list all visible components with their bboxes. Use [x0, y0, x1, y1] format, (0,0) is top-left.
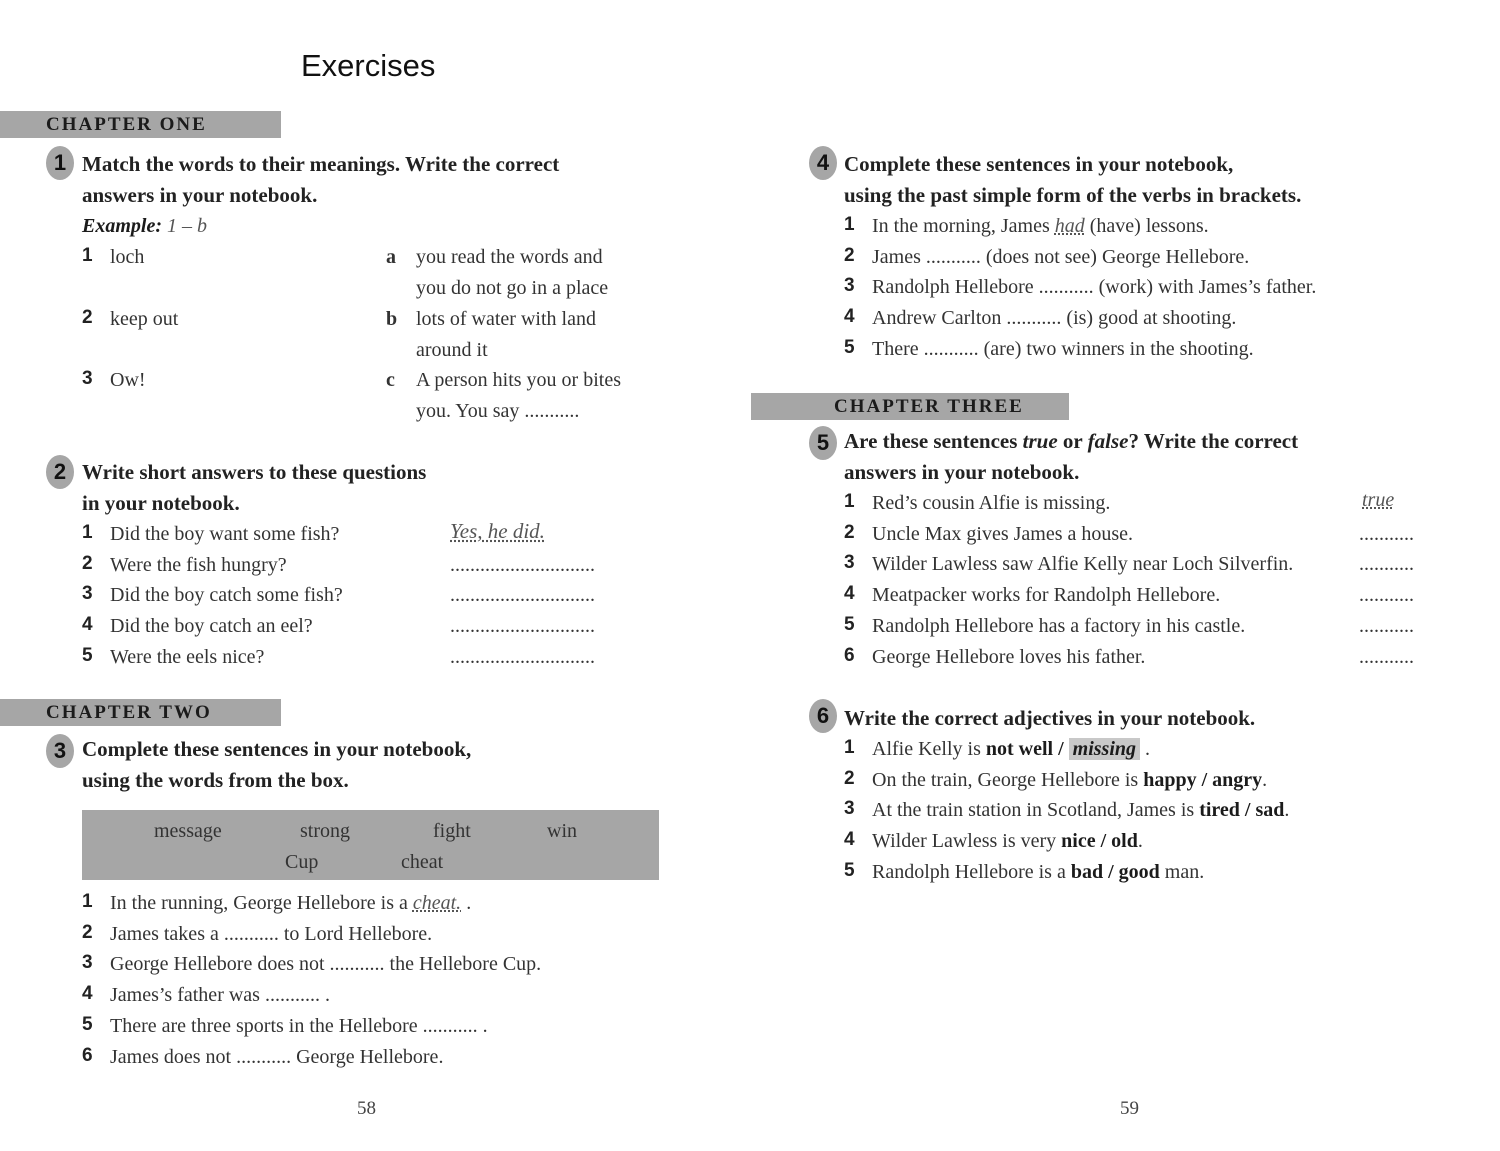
- item-text: loch: [110, 246, 145, 268]
- adjective-option-selected: missing: [1069, 738, 1140, 760]
- item-number: 1: [844, 737, 855, 758]
- word-box-item: strong: [300, 820, 350, 842]
- meaning-text: around it: [416, 339, 488, 361]
- meaning-letter: a: [386, 246, 396, 268]
- adjective-option: sad: [1255, 799, 1285, 821]
- item-text: Were the fish hungry?: [110, 554, 287, 576]
- answer-blank: .............................: [450, 646, 595, 668]
- meaning-letter: c: [386, 369, 395, 391]
- item-text: Were the eels nice?: [110, 646, 265, 668]
- item-text: Red’s cousin Alfie is missing.: [872, 492, 1111, 514]
- item-number: 3: [844, 275, 855, 296]
- exercise-5-badge: 5: [809, 426, 837, 460]
- q-false: false: [1087, 429, 1129, 453]
- item-number: 5: [82, 1014, 93, 1035]
- meaning-letter: b: [386, 308, 398, 330]
- exercise-3-question: [82, 734, 471, 796]
- item-number: 5: [844, 860, 855, 881]
- exercise-6-badge: 6: [809, 699, 837, 733]
- item-text: Did the boy want some fish?: [110, 523, 340, 545]
- adjective-option: bad: [1070, 861, 1104, 883]
- exercise-5-question-line2: answers in your notebook.: [844, 460, 1080, 484]
- item-text-before: Wilder Lawless is very: [872, 830, 1062, 852]
- item-text-before: Alfie Kelly is: [872, 738, 986, 760]
- word-box: [82, 810, 659, 880]
- item-number: 1: [82, 245, 93, 266]
- handwritten-answer: true: [1362, 489, 1395, 511]
- item-text: Meatpacker works for Randolph Hellebore.: [872, 584, 1221, 606]
- option-separator: /: [1095, 830, 1112, 852]
- exercise-4-question-line2: using the past simple form of the verbs in brackets.: [844, 183, 1302, 207]
- chapter-two-label: CHAPTER TWO: [46, 702, 212, 723]
- item-text-after: .: [1262, 769, 1268, 791]
- exercise-2-question: [82, 457, 426, 519]
- answer-blank: ...........: [1359, 553, 1414, 575]
- word-box-item: Cup: [285, 851, 319, 873]
- meaning-text: A person hits you or bites: [416, 369, 621, 391]
- exercise-4-list: [844, 211, 1444, 371]
- exercise-5-list: [844, 488, 1424, 678]
- chapter-one-label: CHAPTER ONE: [46, 114, 207, 135]
- option-separator: /: [1053, 738, 1069, 760]
- option-separator: /: [1239, 799, 1256, 821]
- item-text-before: Randolph Hellebore is a: [872, 861, 1071, 883]
- meaning-text: you do not go in a place: [416, 277, 609, 299]
- item-number: 4: [844, 306, 855, 327]
- option-separator: /: [1196, 769, 1213, 791]
- chapter-three-banner: [751, 393, 1069, 420]
- chapter-one-banner: [0, 111, 281, 138]
- item-number: 2: [82, 553, 93, 574]
- chapter-two-banner: [0, 699, 281, 726]
- word-box-item: message: [154, 820, 222, 842]
- item-number: 5: [844, 337, 855, 358]
- item-number: 3: [82, 368, 93, 389]
- item-text: [110, 888, 471, 919]
- item-text-after: .: [1284, 799, 1290, 821]
- item-text: Did the boy catch an eel?: [110, 615, 313, 637]
- item-text-after: (have) lessons.: [1084, 215, 1209, 237]
- page-title: Exercises: [301, 48, 436, 83]
- item-text: James does not ........... George Hellebore.: [110, 1046, 444, 1068]
- exercise-2-badge: 2: [46, 455, 74, 489]
- exercise-5-question: [844, 426, 1298, 488]
- q-text-end: ? Write the correct: [1128, 429, 1299, 453]
- item-text: [872, 857, 1204, 888]
- adjective-option: not well: [985, 738, 1054, 760]
- exercise-1-question-line1: Match the words to their meanings. Write the correct: [82, 152, 560, 176]
- answer-blank: .............................: [450, 584, 595, 606]
- exercise-3-question-line1: Complete these sentences in your notebook,: [82, 737, 472, 761]
- item-number: 2: [844, 245, 855, 266]
- adjective-option: good: [1118, 861, 1160, 883]
- item-number: 4: [844, 829, 855, 850]
- item-number: 3: [82, 583, 93, 604]
- item-text-before: On the train, George Hellebore is: [872, 769, 1144, 791]
- item-text: [872, 826, 1143, 857]
- adjective-option: angry: [1212, 769, 1263, 791]
- item-text: James takes a ........... to Lord Hellebore.: [110, 923, 433, 945]
- meaning-text: you. You say ...........: [416, 400, 580, 422]
- page-number-left: 58: [357, 1098, 376, 1119]
- q-true: true: [1022, 429, 1058, 453]
- item-text: Randolph Hellebore ........... (work) with James’s father.: [872, 276, 1317, 298]
- item-number: 4: [844, 583, 855, 604]
- chapter-three-label: CHAPTER THREE: [834, 396, 1024, 417]
- exercise-2-question-line1: Write short answers to these questions: [82, 460, 427, 484]
- item-text: James ........... (does not see) George Hellebore.: [872, 246, 1250, 268]
- exercise-3-question-line2: using the words from the box.: [82, 768, 349, 792]
- item-number: 5: [844, 614, 855, 635]
- item-text: George Hellebore loves his father.: [872, 646, 1146, 668]
- page-number-right: 59: [1120, 1098, 1139, 1119]
- item-text-before: In the running, George Hellebore is a: [110, 892, 413, 914]
- exercise-1-badge: 1: [46, 146, 74, 180]
- item-number: 3: [82, 952, 93, 973]
- exercise-2-question-line2: in your notebook.: [82, 491, 240, 515]
- adjective-option: old: [1111, 830, 1138, 852]
- item-text: There ........... (are) two winners in the shooting.: [872, 338, 1254, 360]
- answer-blank: ...........: [1359, 646, 1414, 668]
- exercise-1-question-line2: answers in your notebook.: [82, 183, 318, 207]
- item-text-after: .: [1137, 830, 1143, 852]
- item-text: Ow!: [110, 369, 146, 391]
- exercise-3-list: [82, 888, 662, 1078]
- exercise-1-question: [82, 149, 559, 211]
- word-box-item: win: [547, 820, 577, 842]
- answer-blank: ...........: [1359, 584, 1414, 606]
- meaning-text: lots of water with land: [416, 308, 596, 330]
- exercise-4-badge: 4: [809, 146, 837, 180]
- item-text-after: .: [461, 892, 472, 914]
- item-number: 1: [844, 214, 855, 235]
- answer-blank: .............................: [450, 554, 595, 576]
- adjective-option: tired: [1199, 799, 1240, 821]
- q-text: Are these sentences: [844, 429, 1023, 453]
- item-text: [872, 734, 1150, 765]
- exercise-4-question: [844, 149, 1301, 211]
- exercise-3-badge: 3: [46, 734, 74, 768]
- exercise-6-question: [844, 703, 1255, 734]
- word-box-item: fight: [433, 820, 471, 842]
- example-label: Example:: [82, 215, 162, 237]
- example-value: 1 – b: [167, 215, 207, 237]
- item-text: Andrew Carlton ........... (is) good at shooting.: [872, 307, 1237, 329]
- exercise-4-question-line1: Complete these sentences in your notebook,: [844, 152, 1234, 176]
- item-text-after: .: [1140, 738, 1151, 760]
- exercise-6-question-line1: Write the correct adjectives in your notebook.: [844, 706, 1256, 730]
- exercise-5-question-line1: [844, 426, 1298, 457]
- item-number: 6: [844, 645, 855, 666]
- item-number: 4: [82, 983, 93, 1004]
- item-number: 3: [844, 552, 855, 573]
- item-number: 2: [844, 768, 855, 789]
- handwritten-answer: cheat.: [412, 892, 462, 914]
- item-text: keep out: [110, 308, 179, 330]
- exercise-2-list: [82, 519, 595, 679]
- answer-blank: .............................: [450, 615, 595, 637]
- item-text: There are three sports in the Hellebore ........... .: [110, 1015, 488, 1037]
- word-box-item: cheat: [401, 851, 444, 873]
- item-text: James’s father was ........... .: [110, 984, 330, 1006]
- item-number: 4: [82, 614, 93, 635]
- item-text: George Hellebore does not ........... the Hellebore Cup.: [110, 953, 542, 975]
- exercise-1-example: [82, 211, 207, 242]
- item-number: 3: [844, 798, 855, 819]
- item-text: [872, 795, 1289, 826]
- item-number: 6: [82, 1045, 93, 1066]
- item-number: 1: [82, 891, 93, 912]
- item-text-before: In the morning, James: [872, 215, 1055, 237]
- item-text: Uncle Max gives James a house.: [872, 523, 1134, 545]
- item-number: 2: [82, 307, 93, 328]
- adjective-option: nice: [1061, 830, 1096, 852]
- item-number: 1: [82, 522, 93, 543]
- item-text: Wilder Lawless saw Alfie Kelly near Loch Silverfin.: [872, 553, 1294, 575]
- answer-blank: ...........: [1359, 523, 1414, 545]
- item-text: [872, 765, 1267, 796]
- option-separator: /: [1103, 861, 1119, 883]
- answer-blank: ...........: [1359, 615, 1414, 637]
- exercise-6-list: [844, 734, 1424, 894]
- handwritten-answer: Yes, he did.: [450, 519, 545, 543]
- item-number: 2: [82, 922, 93, 943]
- handwritten-answer: had: [1054, 215, 1085, 237]
- item-number: 2: [844, 522, 855, 543]
- q-or: or: [1057, 429, 1088, 453]
- item-text: [872, 211, 1209, 242]
- item-text-after: man.: [1159, 861, 1205, 883]
- item-number: 1: [844, 491, 855, 512]
- item-text: Did the boy catch some fish?: [110, 584, 343, 606]
- item-text-before: At the train station in Scotland, James is: [872, 799, 1200, 821]
- item-number: 5: [82, 645, 93, 666]
- meaning-text: you read the words and: [416, 246, 603, 268]
- item-text: Randolph Hellebore has a factory in his castle.: [872, 615, 1246, 637]
- adjective-option: happy: [1143, 769, 1197, 791]
